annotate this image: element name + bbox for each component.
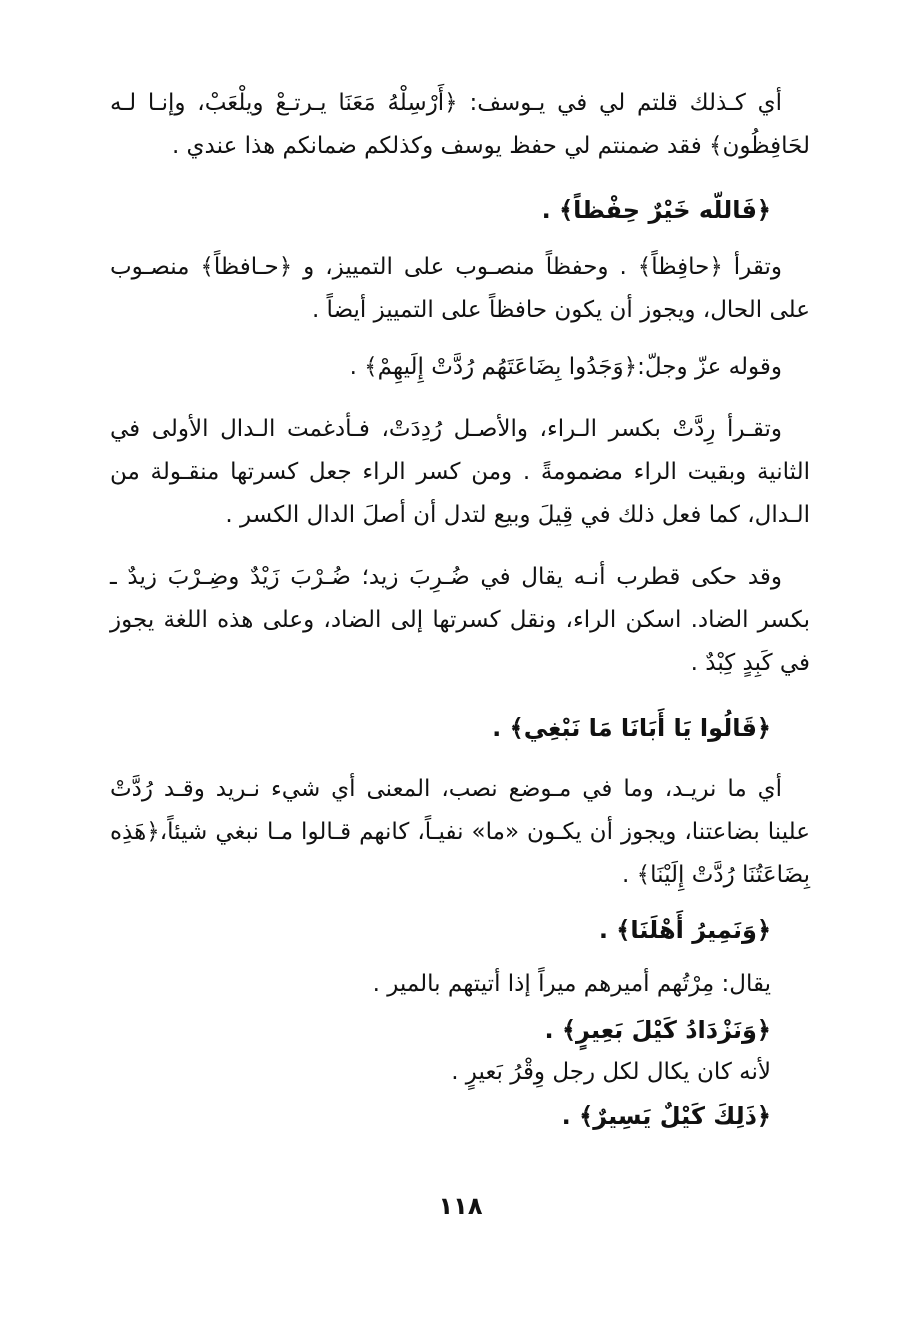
paragraph-hafizan-reading: وتقرأ ﴿حافِظاً﴾ . وحفظاً منصـوب على التمييز، و ﴿حـافظاً﴾ منصـوب على الحال، ويجوز أن يكون حافظاً على التمييز أيضاً . <box>110 254 810 323</box>
verse-what-do-we-desire: ﴿قَالُوا يَا أَبَانَا مَا نَبْغِي﴾ . <box>492 714 771 742</box>
line-mirtuhum-explanation: يقال: مِرْتُهم أميرهم ميراً إذا أتيتهم بالمير . <box>372 971 771 997</box>
verse-provide-family: ﴿وَنَمِيرُ أَهْلَنَا﴾ . <box>598 916 771 944</box>
paragraph-found-their-goods: وقوله عزّ وجلّ:﴿وَجَدُوا بِضَاعَتَهُم رُدَّتْ إِلَيهِمْ﴾ . <box>349 354 782 380</box>
line-camel-load-explanation: لأنه كان يكال لكل رجل وِقْرُ بَعيرٍ . <box>451 1059 771 1085</box>
verse-camel-load: ﴿وَنَزْدَادُ كَيْلَ بَعِيرٍ﴾ . <box>544 1016 771 1044</box>
page-number: ١١٨ <box>438 1192 483 1220</box>
paragraph-yusuf-guarding: أي كـذلك قلتم لي في يـوسف: ﴿أَرْسِلْهُ مَعَنَا يـرتـعْ ويلْعَبْ، وإنـا لـه لحَافِظُون﴾ فقد ضمنتم لي حفظ يوسف وكذلكم ضمانكم هذا عندي . <box>110 90 810 159</box>
verse-easy-measure: ﴿ذَلِكَ كَيْلٌ يَسِيرٌ﴾ . <box>561 1102 771 1130</box>
paragraph-what-we-want: أي ما نريـد، وما في مـوضع نصب، المعنى أي شيء نـريد وقـد رُدَّتْ علينا بضاعتنا، ويجوز أن يكـون «ما» نفيـاً، كانهم قـالوا مـا نبغي شيئاً،﴿هَذِه بِضَاعَتُنَا رُدَّتْ إِلَيْنَا﴾ . <box>110 776 810 888</box>
paragraph-riddat-reading: وتقـرأ رِدَّتْ بكسر الـراء، والأصـل رُدِدَتْ، فـأدغمت الـدال الأولى في الثانية وبقيت الراء مضمومةً . ومن كسر الراء جعل كسرتها منقـولة من الـدال، كما فعل ذلك في قِيلَ وبيع لتدل أن أصلَ الدال الكسر . <box>110 416 810 528</box>
verse-allah-best-guardian: ﴿فَاللّه خَيْرٌ حِفْظاً﴾ . <box>541 196 771 224</box>
paragraph-qutrub-report: وقد حكى قطرب أنـه يقال في ضُـرِبَ زيد؛ ضُـرْبَ زَيْدٌ وضِـرْبَ زيدٌ ـ بكسر الضاد. اسكن الراء، ونقل كسرتها إلى الضاد، وعلى هذه اللغة يجوز في كَبِدٍ كِبْدٌ . <box>110 564 810 676</box>
